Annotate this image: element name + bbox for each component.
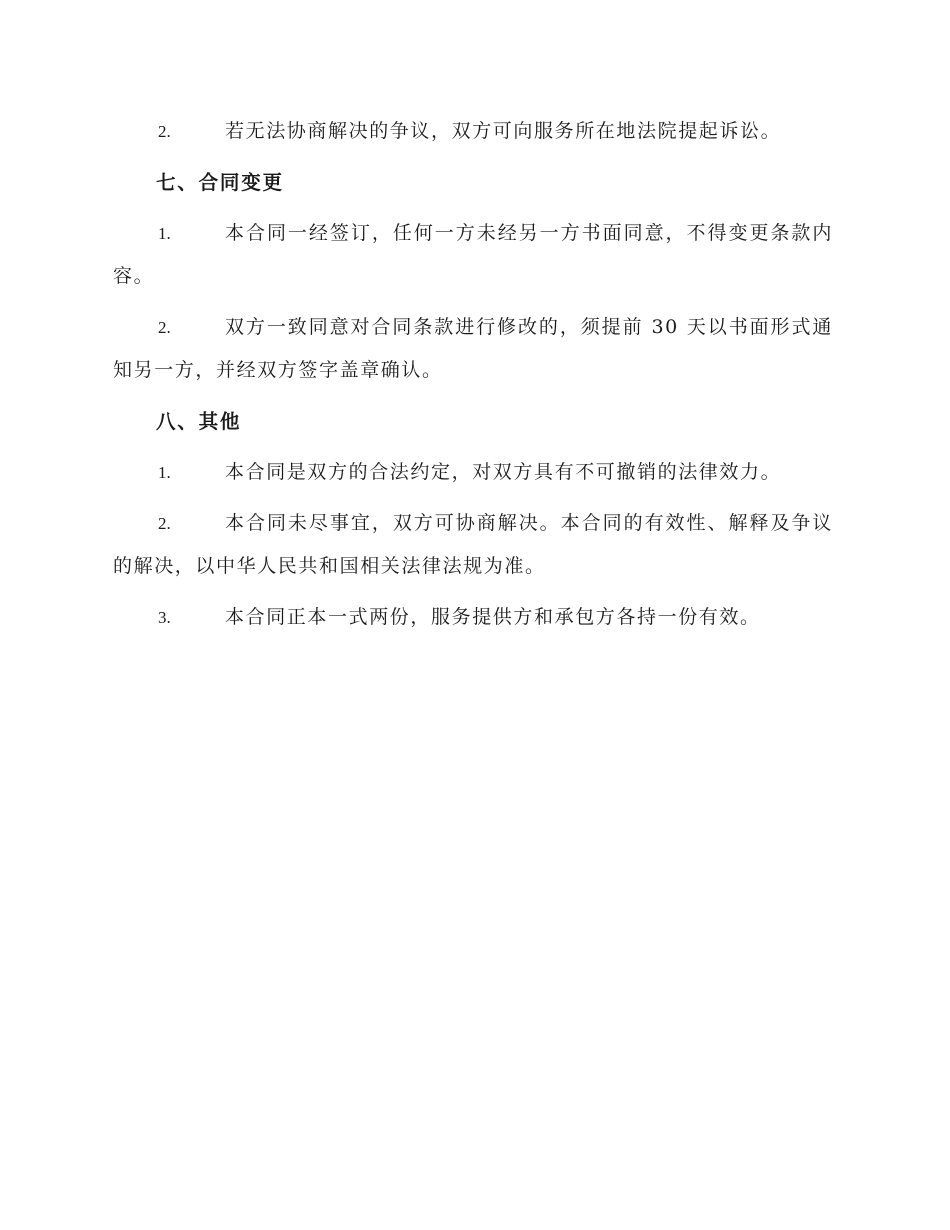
clause-8-item-3: [113, 596, 833, 639]
item-text: 本合同一经签订，任何一方未经另一方书面同意，不得变更条款内容。: [113, 222, 833, 287]
item-number: 1.: [158, 463, 171, 482]
item-text: 本合同未尽事宜，双方可协商解决。本合同的有效性、解释及争议的解决，以中华人民共和国相关法律法规为准。: [113, 512, 833, 577]
clause-8-item-2: [113, 502, 833, 588]
section-heading-contract-change: 七、合同变更: [156, 171, 284, 194]
section-heading-other: 八、其他: [156, 410, 242, 433]
clause-8-item-1: [113, 451, 833, 494]
item-number: 2.: [158, 122, 171, 141]
item-text: 双方一致同意对合同条款进行修改的，须提前 30 天以书面形式通知另一方，并经双方签字盖章确认。: [113, 316, 833, 381]
item-text: 本合同是双方的合法约定，对双方具有不可撤销的法律效力。: [225, 461, 782, 483]
item-number: 3.: [158, 608, 171, 627]
item-text: 本合同正本一式两份，服务提供方和承包方各持一份有效。: [225, 606, 761, 628]
item-number: 2.: [158, 514, 171, 533]
item-number: 2.: [158, 318, 171, 337]
item-number: 1.: [158, 224, 171, 243]
item-text: 若无法协商解决的争议，双方可向服务所在地法院提起诉讼。: [225, 120, 782, 142]
clause-7-item-1: [113, 212, 833, 298]
clause-7-item-2: [113, 306, 833, 392]
clause-6-item-2: [113, 110, 833, 153]
document-body: [113, 110, 833, 647]
